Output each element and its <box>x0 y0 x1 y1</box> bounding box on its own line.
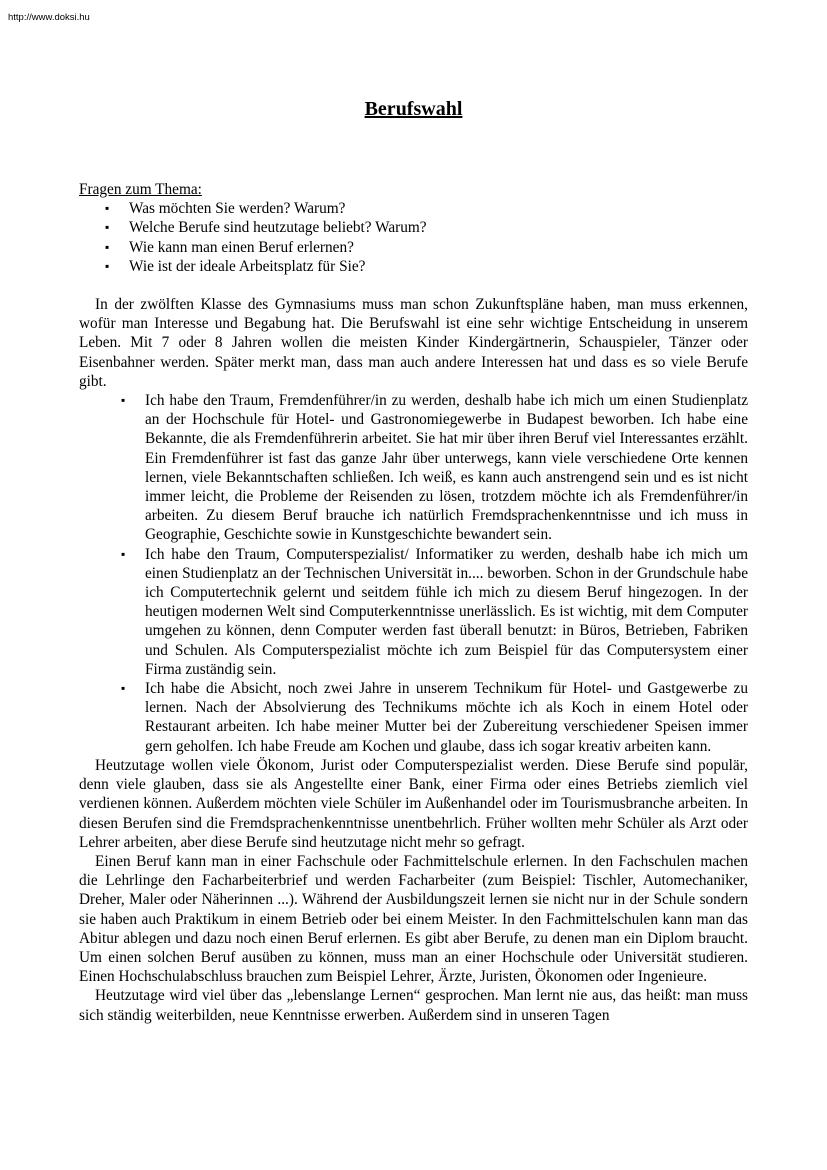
question-item <box>79 218 748 237</box>
document-body <box>79 180 748 1025</box>
popular-careers-paragraph: Heutzutage wollen viele Ökonom, Jurist oder Computerspezialist werden. Diese Berufe sind populär, denn viele glauben, dass sie als Angestellte einer Bank, einer Firma oder eines Betriebs ziemlich viel verdienen können. Außerdem möchten viele Schüler im Außenhandel oder im Tourismusbranche arbeiten. In diesen Berufen sind die Fremdsprachenkenntnisse unentbehrlich. Früher wollten mehr Schüler als Arzt oder Lehrer arbeiten, aber diese Berufe sind heutzutage nicht mehr so gefragt. <box>79 756 748 851</box>
career-dreams-list <box>79 391 748 756</box>
lifelong-learning-paragraph: Heutzutage wird viel über das „lebenslange Lernen“ gesprochen. Man lernt nie aus, das heißt: man muss sich ständig weiterbilden, neue Kenntnisse erwerben. Außerdem sind in unseren Tagen <box>79 987 748 1024</box>
bullet-icon: ▪ <box>121 546 126 561</box>
bullet-icon: ▪ <box>105 201 110 216</box>
career-dream-item <box>121 679 748 756</box>
career-dream-text: Ich habe den Traum, Fremdenführer/in zu werden, deshalb habe ich mich um einen Studienplatz an der Hochschule für Hotel- und Gastronomiegewerbe in Budapest beworben. Ich habe eine Bekannte, die als Fremdenführerin arbeitet. Sie hat mir über ihren Beruf viel Interessantes erzählt. Ein Fremdenführer ist fast das ganze Jahr über unterwegs, kann viele verschiedene Orte kennen lernen, viele Bekanntschaften schließen. Ich weiß, es kann auch anstrengend sein und es ist nicht immer leicht, die Probleme der Reisenden zu lösen, trotzdem möchte ich als Fremdenführer/in arbeiten. Zu diesem Beruf brauche ich natürlich Fremdsprachenkenntnisse und ich muss in Geographie, Geschichte sowie in Kunstgeschichte bewandert sein. <box>145 392 748 544</box>
learning-paragraph: Einen Beruf kann man in einer Fachschule oder Fachmittelschule erlernen. In den Fachschulen machen die Lehrlinge den Facharbeiterbrief und werden Facharbeiter (zum Beispiel: Tischler, Automechaniker, Dreher, Maler oder Näherinnen ...). Während der Ausbildungszeit lernen sie nicht nur in der Schule sondern sie haben auch Praktikum in einem Betrieb oder bei einem Meister. In den Fachmittelschulen kann man das Abitur ablegen und dazu noch einen Beruf erlernen. Es gibt aber Berufe, zu denen man ein Diplom braucht. Um einen solchen Beruf ausüben zu können, muss man an einer Hochschule oder Universität studieren. Einen Hochschulabschluss brauchen zum Beispiel Lehrer, Ärzte, Juristen, Ökonomen oder Ingenieure. <box>79 852 748 986</box>
career-dream-text: Ich habe den Traum, Computerspezialist/ Informatiker zu werden, deshalb habe ich mich um einen Studienplatz an der Technischen Universität in.... beworben. Schon in der Grundschule habe ich Computertechnik gelernt und seitdem fühle ich mich zu diesem Beruf hingezogen. In der heutigen modernen Welt sind Computerkenntnisse unerlässlich. Es ist wichtig, mit dem Computer umgehen zu können, denn Computer werden fast überall benutzt: in Büros, Betrieben, Fabriken und Schulen. Als Computerspezialist möchte ich zum Beispiel für das Computersystem einer Firma zuständig sein. <box>145 545 748 678</box>
career-dream-text: Ich habe die Absicht, noch zwei Jahre in unserem Technikum für Hotel- und Gastgewerbe zu lernen. Nach der Absolvierung des Technikums möchte ich als Koch in einem Hotel oder Restaurant arbeiten. Ich habe meiner Mutter bei der Zubereitung verschiedener Speisen immer gern geholfen. Ich habe Freude am Kochen und glaube, dass ich sogar kreativ arbeiten kann. <box>145 680 748 755</box>
bullet-icon: ▪ <box>105 258 110 273</box>
question-text: Welche Berufe sind heutzutage beliebt? Warum? <box>129 219 427 237</box>
bullet-icon: ▪ <box>105 239 110 254</box>
question-text: Wie kann man einen Beruf erlernen? <box>129 238 354 256</box>
document-title: Berufswahl <box>364 98 463 120</box>
bullet-icon: ▪ <box>105 220 110 235</box>
question-item <box>79 257 748 276</box>
bullet-icon: ▪ <box>121 681 126 696</box>
question-text: Was möchten Sie werden? Warum? <box>129 200 346 218</box>
career-dream-item <box>121 391 748 545</box>
question-item <box>79 199 748 218</box>
bullet-icon: ▪ <box>121 393 126 408</box>
intro-paragraph: In der zwölften Klasse des Gymnasiums muss man schon Zukunftspläne haben, man muss erkennen, wofür man Interesse und Begabung hat. Die Berufswahl ist eine sehr wichtige Entscheidung in unserem Leben. Mit 7 oder 8 Jahren wollen die meisten Kinder Kindergärtnerin, Schauspieler, Tänzer oder Eisenbahner werden. Später merkt man, dass man auch andere Interessen hat und dass es so viele Berufe gibt. <box>79 296 748 390</box>
career-dream-item <box>121 545 748 679</box>
question-text: Wie ist der ideale Arbeitsplatz für Sie? <box>129 257 366 275</box>
questions-list <box>79 199 748 276</box>
question-item <box>79 238 748 257</box>
questions-label: Fragen zum Thema: <box>79 181 202 198</box>
source-url: http://www.doksi.hu <box>8 12 90 23</box>
